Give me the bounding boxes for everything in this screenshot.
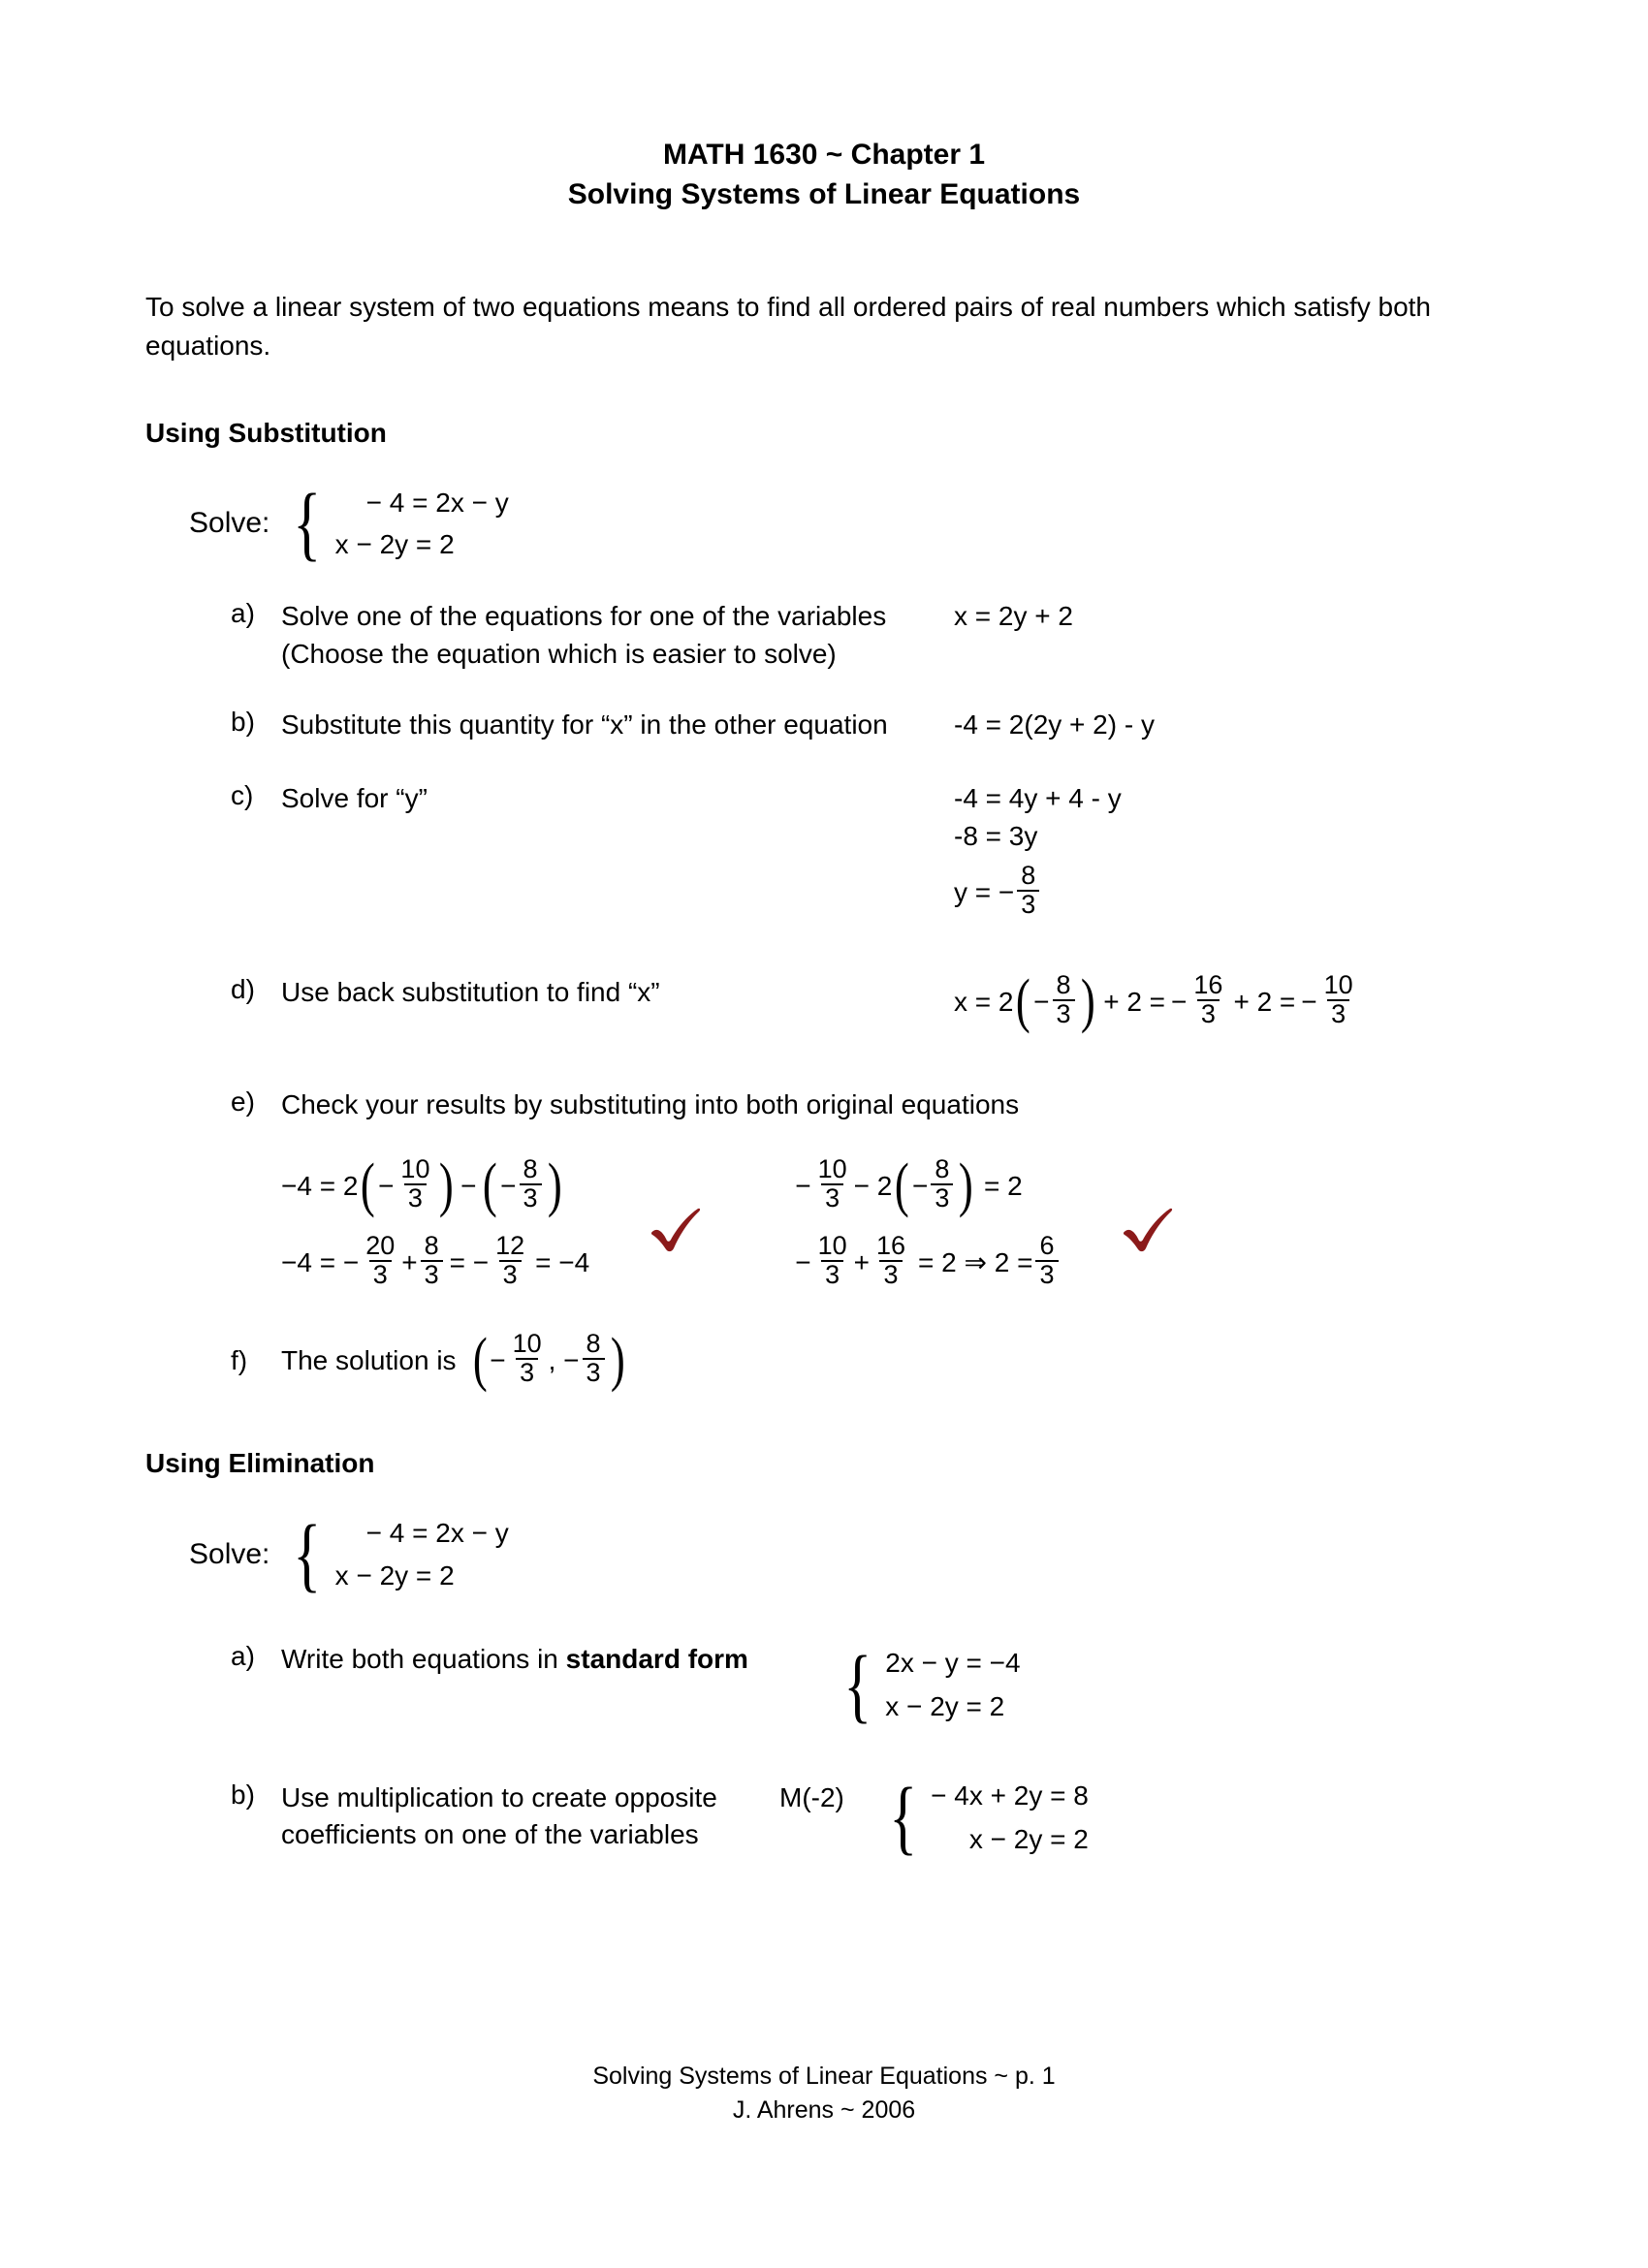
substitution-step-a bbox=[231, 598, 1648, 673]
comma-and-sign: , − bbox=[548, 1344, 580, 1375]
fraction-denominator: 3 bbox=[516, 1358, 538, 1387]
substitution-step-f bbox=[231, 1326, 1648, 1393]
step-text-line-2: coefficients on one of the variables bbox=[281, 1819, 699, 1850]
page-title bbox=[0, 136, 1648, 214]
step-text-line-2: (Choose the equation which is easier to solve) bbox=[281, 638, 837, 669]
section-heading-substitution: Using Substitution bbox=[145, 417, 387, 448]
fraction-denominator: 3 bbox=[1017, 890, 1039, 919]
system-equation-2: x − 2y = 2 bbox=[334, 1559, 455, 1591]
solution-label: The solution is bbox=[281, 1344, 457, 1375]
fraction-numerator: 16 bbox=[1193, 970, 1223, 1000]
fraction-12-over-3 bbox=[491, 1233, 528, 1288]
step-text-line-1: Solve one of the equations for one of the variables bbox=[281, 601, 887, 632]
fraction-denominator: 3 bbox=[821, 1260, 843, 1289]
paren-open: ( bbox=[472, 1326, 488, 1393]
paren-open: ( bbox=[895, 1151, 910, 1218]
step-text: Check your results by substituting into both original equations bbox=[281, 1088, 1020, 1119]
check-right-equations bbox=[795, 1151, 1061, 1290]
step-text bbox=[281, 598, 940, 673]
intro-paragraph: To solve a linear system of two equations means to find all ordered pairs of real numbers which satisfy both equations. bbox=[145, 292, 1431, 361]
fraction-numerator: 10 bbox=[817, 1231, 847, 1261]
equals-implies: = 2 ⇒ 2 = bbox=[918, 1247, 1033, 1278]
system-equation-2: x − 2y = 2 bbox=[334, 528, 455, 559]
system-equation-2: x − 2y = 2 bbox=[968, 1824, 1089, 1855]
fraction-sign-2: − bbox=[1171, 986, 1188, 1017]
fraction-denominator: 3 bbox=[421, 1260, 443, 1289]
left-brace-icon: { bbox=[843, 1637, 872, 1731]
step-letter: d) bbox=[231, 974, 255, 1005]
fraction-denominator: 3 bbox=[369, 1260, 392, 1289]
fraction-8-over-3 bbox=[1053, 972, 1075, 1027]
paren-open: ( bbox=[361, 1151, 376, 1218]
step-letter: e) bbox=[231, 1086, 255, 1117]
step-text bbox=[281, 1780, 766, 1862]
solve-label: Solve: bbox=[189, 1537, 270, 1570]
paren-close: ) bbox=[1080, 967, 1095, 1034]
step-text: Solve for “y” bbox=[281, 783, 428, 814]
fraction-denominator: 3 bbox=[821, 1183, 843, 1213]
step-math: -4 = 2(2y + 2) - y bbox=[954, 709, 1155, 740]
check-mark-icon bbox=[1118, 1198, 1178, 1263]
fraction-6-over-3 bbox=[1035, 1233, 1058, 1288]
fraction-sign: − bbox=[378, 1170, 395, 1201]
fraction-denominator: 3 bbox=[520, 1183, 542, 1213]
page-footer bbox=[0, 2060, 1648, 2127]
fraction-16-over-3 bbox=[872, 1233, 909, 1288]
fraction-numerator: 16 bbox=[875, 1231, 906, 1261]
check-right-line-2 bbox=[795, 1231, 1061, 1290]
left-brace-icon: { bbox=[293, 1506, 322, 1600]
fraction-denominator: 3 bbox=[931, 1183, 953, 1213]
fraction-sign: − bbox=[1033, 986, 1050, 1017]
step-text: Use back substitution to find “x” bbox=[281, 977, 660, 1008]
paren-close-2: ) bbox=[547, 1151, 562, 1218]
step-math bbox=[766, 1770, 1648, 1864]
document-page bbox=[0, 136, 1648, 2268]
system-equation-1: − 4x + 2y = 8 bbox=[931, 1780, 1089, 1811]
fraction-10-over-3 bbox=[814, 1233, 851, 1288]
fraction-numerator: 8 bbox=[424, 1231, 439, 1261]
paren-close: ) bbox=[610, 1326, 625, 1393]
step-math bbox=[940, 967, 1648, 1034]
math-line-2: -8 = 3y bbox=[954, 820, 1038, 851]
fraction-8-over-3 bbox=[583, 1331, 605, 1386]
plus-2-equals: + 2 = bbox=[1103, 986, 1166, 1017]
plus-2-equals-2: + 2 = bbox=[1233, 986, 1296, 1017]
step-text-emphasis: standard form bbox=[565, 1644, 748, 1675]
check-left-line-1 bbox=[281, 1151, 589, 1218]
check-left-line-2 bbox=[281, 1231, 590, 1290]
fraction-10-over-3 bbox=[396, 1156, 433, 1212]
lhs: −4 = 2 bbox=[281, 1170, 359, 1201]
substitution-step-b bbox=[231, 707, 1648, 744]
fraction-denominator: 3 bbox=[1053, 999, 1075, 1028]
x-equals-2: x = 2 bbox=[954, 986, 1014, 1017]
fraction-sign-3: − bbox=[1301, 986, 1317, 1017]
elimination-step-a bbox=[231, 1637, 1648, 1731]
step-letter: a) bbox=[231, 598, 255, 629]
fraction-10-over-3 bbox=[509, 1331, 546, 1386]
fraction-numerator: 8 bbox=[1021, 861, 1036, 891]
fraction-8-over-3 bbox=[931, 1156, 953, 1212]
system-equation-1: − 4 = 2x − y bbox=[365, 487, 509, 518]
substitution-solve-system bbox=[189, 475, 1648, 569]
paren-open: ( bbox=[1016, 967, 1031, 1034]
math-line-3 bbox=[954, 861, 1648, 920]
paren-open-2: ( bbox=[483, 1151, 498, 1218]
substitution-step-c bbox=[231, 780, 1648, 920]
fraction-numerator: 10 bbox=[400, 1154, 430, 1184]
leading-sign: − bbox=[795, 1246, 811, 1277]
fraction-numerator: 8 bbox=[1056, 970, 1071, 1000]
fraction-numerator: 20 bbox=[365, 1231, 396, 1261]
multiplier-label: M(-2) bbox=[779, 1781, 844, 1812]
step-letter: b) bbox=[231, 706, 255, 737]
step-math bbox=[824, 1637, 1648, 1731]
system-equation-1: − 4 = 2x − y bbox=[365, 1518, 509, 1549]
step-math bbox=[940, 780, 1648, 920]
step-math: x = 2y + 2 bbox=[954, 601, 1073, 632]
system-equation-1: 2x − y = −4 bbox=[885, 1648, 1021, 1679]
paren-close: ) bbox=[439, 1151, 455, 1218]
minus-operator: − bbox=[460, 1170, 477, 1201]
leading-sign: − bbox=[795, 1170, 811, 1201]
step-text: Substitute this quantity for “x” in the other equation bbox=[281, 709, 888, 740]
plus-operator: + bbox=[853, 1246, 870, 1277]
check-right-group bbox=[795, 1151, 1177, 1290]
fraction-20-over-3 bbox=[362, 1233, 398, 1288]
solve-label: Solve: bbox=[189, 506, 270, 539]
elimination-solve-system bbox=[189, 1506, 1648, 1600]
elimination-step-b bbox=[231, 1770, 1648, 1864]
fraction-numerator: 6 bbox=[1039, 1231, 1055, 1261]
title-line-1: MATH 1630 ~ Chapter 1 bbox=[662, 139, 986, 171]
footer-line-1: Solving Systems of Linear Equations ~ p. 1 bbox=[592, 2063, 1056, 2090]
fraction-denominator: 3 bbox=[1197, 999, 1220, 1028]
check-left-group bbox=[281, 1151, 706, 1290]
fraction-sign-2: − bbox=[500, 1170, 517, 1201]
y-equals-negative: y = − bbox=[954, 876, 1015, 907]
math-line-1: -4 = 4y + 4 - y bbox=[954, 783, 1122, 814]
fraction-8-over-3 bbox=[421, 1233, 443, 1288]
equals-negative: = − bbox=[449, 1246, 490, 1277]
footer-line-2: J. Ahrens ~ 2006 bbox=[732, 2096, 916, 2124]
fraction-denominator: 3 bbox=[879, 1260, 902, 1289]
left-brace-icon: { bbox=[293, 475, 322, 569]
fraction-numerator: 8 bbox=[586, 1329, 601, 1359]
fraction-sign: − bbox=[911, 1170, 929, 1201]
fraction-numerator: 10 bbox=[817, 1154, 847, 1184]
step-letter: a) bbox=[231, 1641, 255, 1672]
fraction-16-over-3 bbox=[1189, 972, 1226, 1027]
fraction-denominator: 3 bbox=[404, 1183, 427, 1213]
step-text-prefix: Write both equations in bbox=[281, 1644, 566, 1675]
multiplied-system bbox=[883, 1770, 1089, 1864]
solution-statement bbox=[281, 1326, 627, 1393]
fraction-denominator: 3 bbox=[1327, 999, 1349, 1028]
fraction-numerator: 10 bbox=[1323, 970, 1353, 1000]
substitution-step-e bbox=[231, 1087, 1648, 1124]
equals-2: = 2 bbox=[984, 1170, 1023, 1201]
paren-close: ) bbox=[959, 1151, 974, 1218]
fraction-8-over-3 bbox=[1017, 863, 1039, 918]
fraction-sign: − bbox=[490, 1344, 506, 1375]
fraction-denominator: 3 bbox=[583, 1358, 605, 1387]
fraction-denominator: 3 bbox=[1035, 1260, 1058, 1289]
system-equation-2: x − 2y = 2 bbox=[885, 1691, 1005, 1722]
fraction-numerator: 12 bbox=[495, 1231, 525, 1261]
check-mark-icon bbox=[646, 1198, 706, 1263]
fraction-numerator: 10 bbox=[512, 1329, 542, 1359]
fraction-denominator: 3 bbox=[499, 1260, 522, 1289]
step-text bbox=[281, 1641, 824, 1729]
fraction-8-over-3 bbox=[520, 1156, 542, 1212]
step-letter: c) bbox=[231, 780, 254, 811]
left-brace-icon: { bbox=[889, 1770, 917, 1864]
substitution-step-d bbox=[231, 967, 1648, 1034]
fraction-numerator: 8 bbox=[523, 1154, 538, 1184]
standard-form-system bbox=[838, 1637, 1648, 1731]
back-substitution-equation bbox=[954, 967, 1648, 1034]
fraction-10-over-3 bbox=[1320, 972, 1357, 1027]
result: = −4 bbox=[535, 1246, 590, 1277]
title-line-2: Solving Systems of Linear Equations bbox=[567, 177, 1081, 210]
plus-operator: + bbox=[401, 1246, 418, 1277]
step-letter: f) bbox=[231, 1344, 248, 1375]
step-letter: b) bbox=[231, 1779, 255, 1810]
fraction-numerator: 8 bbox=[935, 1154, 950, 1184]
lhs: −4 = − bbox=[281, 1246, 360, 1277]
check-right-line-1 bbox=[795, 1151, 1061, 1218]
step-text-line-1: Use multiplication to create opposite bbox=[281, 1781, 717, 1812]
minus-2: − 2 bbox=[853, 1170, 893, 1201]
section-heading-elimination: Using Elimination bbox=[145, 1448, 375, 1479]
fraction-10-over-3 bbox=[814, 1156, 851, 1212]
check-equations-area bbox=[281, 1151, 1648, 1290]
check-left-equations bbox=[281, 1151, 590, 1290]
